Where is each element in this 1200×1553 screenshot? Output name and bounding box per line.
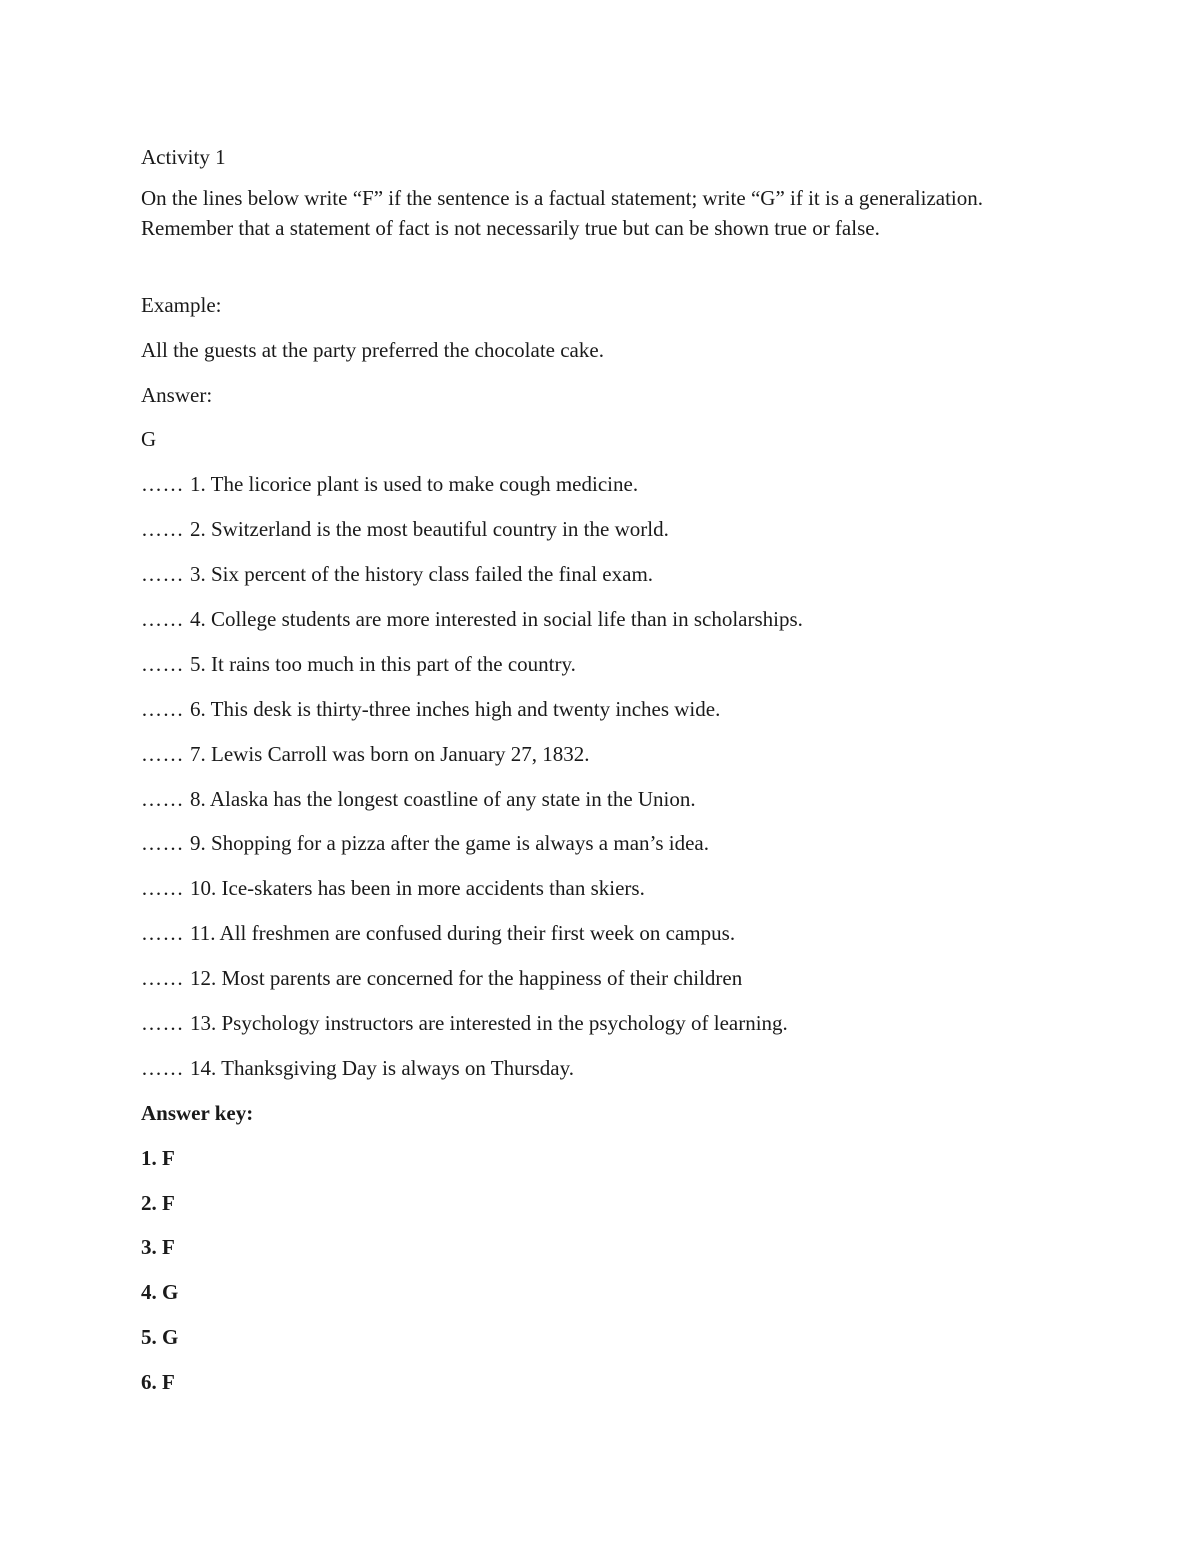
item-text: 8. Alaska has the longest coastline of any state in the Union. <box>190 787 696 811</box>
answer-key-item: 1. F <box>141 1146 175 1170</box>
item-text: 6. This desk is thirty-three inches high and twenty inches wide. <box>190 697 721 721</box>
example-label: Example: <box>141 293 222 317</box>
item-text: 12. Most parents are concerned for the happiness of their children <box>190 966 743 990</box>
example-answer: G <box>141 427 157 451</box>
example-sentence: All the guests at the party preferred the chocolate cake. <box>141 338 604 362</box>
item-text: 11. All freshmen are confused during their first week on campus. <box>190 921 736 945</box>
exercise-item <box>141 519 669 540</box>
exercise-item <box>141 878 645 899</box>
answer-label: Answer: <box>141 383 213 407</box>
exercise-item <box>141 1058 574 1079</box>
answer-blank: …… <box>141 831 184 855</box>
answer-blank: …… <box>141 517 184 541</box>
answer-key-item: 6. F <box>141 1370 175 1394</box>
exercise-item <box>141 1013 788 1034</box>
answer-key-item: 2. F <box>141 1191 175 1215</box>
instructions-paragraph: On the lines below write “F” if the sentence is a factual statement; write “G” if it is a generalization. Remember that a statement of fact is not necessarily true but can be shown true or false. <box>141 186 984 240</box>
answer-blank: …… <box>141 472 184 496</box>
answer-blank: …… <box>141 1056 184 1080</box>
item-text: 14. Thanksgiving Day is always on Thursday. <box>190 1056 574 1080</box>
item-text: 10. Ice-skaters has been in more accidents than skiers. <box>190 876 645 900</box>
item-text: 2. Switzerland is the most beautiful country in the world. <box>190 517 669 541</box>
item-text: 9. Shopping for a pizza after the game is always a man’s idea. <box>190 831 709 855</box>
exercise-item <box>141 968 742 989</box>
item-text: 3. Six percent of the history class failed the final exam. <box>190 562 654 586</box>
exercise-item <box>141 564 653 585</box>
exercise-item <box>141 789 696 810</box>
exercise-item <box>141 923 735 944</box>
answer-key-item: 5. G <box>141 1325 179 1349</box>
answer-blank: …… <box>141 787 184 811</box>
answer-blank: …… <box>141 921 184 945</box>
exercise-item <box>141 474 638 495</box>
item-text: 5. It rains too much in this part of the country. <box>190 652 576 676</box>
activity-title: Activity 1 <box>141 145 226 169</box>
answer-key-item: 4. G <box>141 1280 179 1304</box>
exercise-item <box>141 699 720 720</box>
exercise-item <box>141 654 576 675</box>
answer-blank: …… <box>141 876 184 900</box>
answer-key-item: 3. F <box>141 1235 175 1259</box>
answer-blank: …… <box>141 697 184 721</box>
exercise-item <box>141 744 590 765</box>
answer-blank: …… <box>141 966 184 990</box>
answer-blank: …… <box>141 562 184 586</box>
answer-blank: …… <box>141 607 184 631</box>
answer-blank: …… <box>141 652 184 676</box>
exercise-item <box>141 833 709 854</box>
exercise-item <box>141 609 803 630</box>
item-text: 13. Psychology instructors are interested in the psychology of learning. <box>190 1011 788 1035</box>
answer-blank: …… <box>141 742 184 766</box>
item-text: 4. College students are more interested in social life than in scholarships. <box>190 607 803 631</box>
answer-key-heading: Answer key: <box>141 1101 254 1125</box>
item-text: 7. Lewis Carroll was born on January 27, 1832. <box>190 742 590 766</box>
item-text: 1. The licorice plant is used to make cough medicine. <box>190 472 639 496</box>
answer-blank: …… <box>141 1011 184 1035</box>
